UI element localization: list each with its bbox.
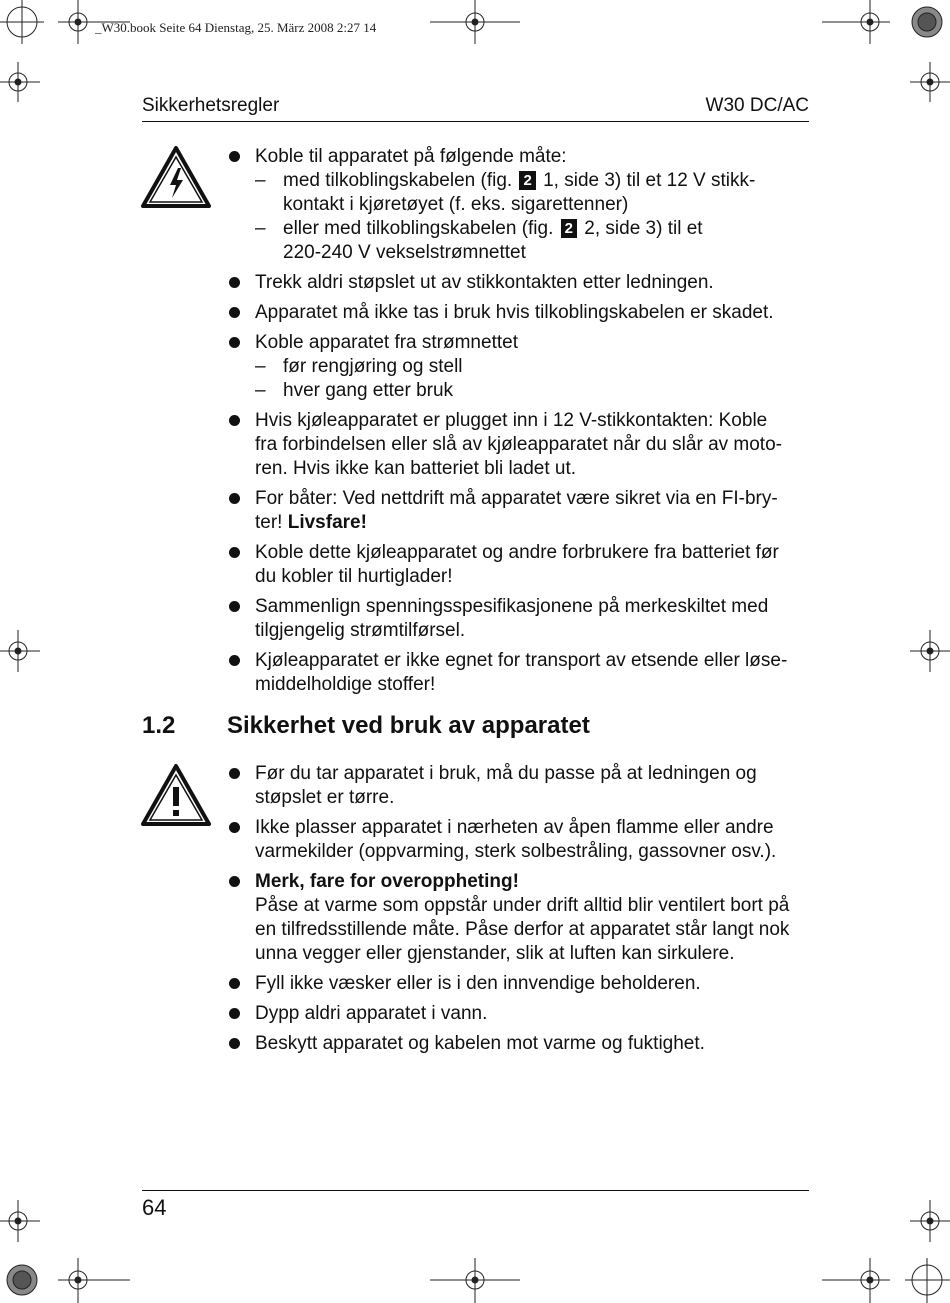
bullet-icon [229,337,240,348]
bullet-icon [229,277,240,288]
figure-reference-badge: 2 [519,171,535,190]
bullet-icon [229,1038,240,1049]
list-item: For båter: Ved nettdrift må apparatet være sikret via en FI-bry- ter! Livsfare! [142,487,809,535]
list-item: Merk, fare for overoppheting! Påse at varme som oppstår under drift alltid blir ventilert bort på en tilfredsstillende måte. Påse derfor at apparatet står langt nok unna vegger eller gjenstander, slik at luften kan sirkulere. [142,870,809,966]
header-rule [142,121,809,122]
bullet-icon [229,307,240,318]
list-item: Ikke plasser apparatet i nærheten av åpen flamme eller andre varmekilder (oppvarming, sterk solbestråling, gassovner osv.). [142,816,809,864]
running-header-model: W30 DC/AC [705,95,809,116]
list-item: Før du tar apparatet i bruk, må du passe på at ledningen og støpslet er tørre. [142,762,809,810]
bullet-icon [229,493,240,504]
registration-mark-icon [0,0,44,44]
sub-list-item: – før rengjøring og stell [255,356,463,377]
list-item: Fyll ikke væsker eller is i den innvendige beholderen. [142,972,809,996]
bullet-icon [229,415,240,426]
safety-list-connection [142,145,809,703]
list-item: Apparatet må ikke tas i bruk hvis tilkoblingskabelen er skadet. [142,301,809,325]
section-title: Sikkerhet ved bruk av apparatet [227,712,590,739]
sub-list-item: – hver gang etter bruk [255,380,454,401]
bullet-icon [229,601,240,612]
bullet-icon [229,978,240,989]
list-item: Koble dette kjøleapparatet og andre forbrukere fra batteriet før du kobler til hurtiglader! [142,541,809,589]
list-item: Kjøleapparatet er ikke egnet for transport av etsende eller løse- middelholdige stoffer! [142,649,809,697]
list-item: Hvis kjøleapparatet er plugget inn i 12 V-stikkontakten: Koble fra forbindelsen eller slå av kjøleapparatet når du slår av moto- ren. Hvis ikke kan batteriet bli ladet ut. [142,409,809,481]
section-number: 1.2 [142,712,176,739]
sub-list-item: – eller med tilkoblingskabelen (fig. 2 2, side 3) til et 220-240 V vekselstrømnettet [255,218,703,263]
bullet-icon [229,655,240,666]
list-item: Koble apparatet fra strømnettet – før rengjøring og stell – hver gang etter bruk [142,331,809,403]
bullet-icon [229,151,240,162]
bullet-icon [229,822,240,833]
footer-rule [142,1190,809,1191]
list-item: Trekk aldri støpslet ut av stikkontakten etter ledningen. [142,271,809,295]
print-slug: _W30.book Seite 64 Dienstag, 25. März 2008 2:27 14 [95,20,377,35]
safety-list-usage [142,762,809,1062]
list-item: Beskytt apparatet og kabelen mot varme og fuktighet. [142,1032,809,1056]
bullet-icon [229,768,240,779]
overheating-warning-heading: Merk, fare for overoppheting! [255,871,519,892]
bullet-icon [229,876,240,887]
sub-list-item: – med tilkoblingskabelen (fig. 2 1, side 3) til et 12 V stikk- kontakt i kjøretøyet (f. eks. sigarettenner) [255,170,756,215]
running-header-title: Sikkerhetsregler [142,95,280,116]
bullet-icon [229,1008,240,1019]
figure-reference-badge: 2 [561,219,577,238]
list-item: Dypp aldri apparatet i vann. [142,1002,809,1026]
danger-emphasis: Livsfare! [287,512,367,533]
bullet-icon [229,547,240,558]
list-item: Sammenlign spenningsspesifikasjonene på merkeskiltet med tilgjengelig strømtilførsel. [142,595,809,643]
page-number: 64 [142,1195,167,1220]
list-item: Koble til apparatet på følgende måte: – med tilkoblingskabelen (fig. 2 1, side 3) til et 12 V stikk- kontakt i kjøretøyet (f. eks. sigarettenner) – eller med tilkoblingskabelen (fig. 2 2, side 3) til et 220-240 V vekselstrømnettet [142,145,809,265]
